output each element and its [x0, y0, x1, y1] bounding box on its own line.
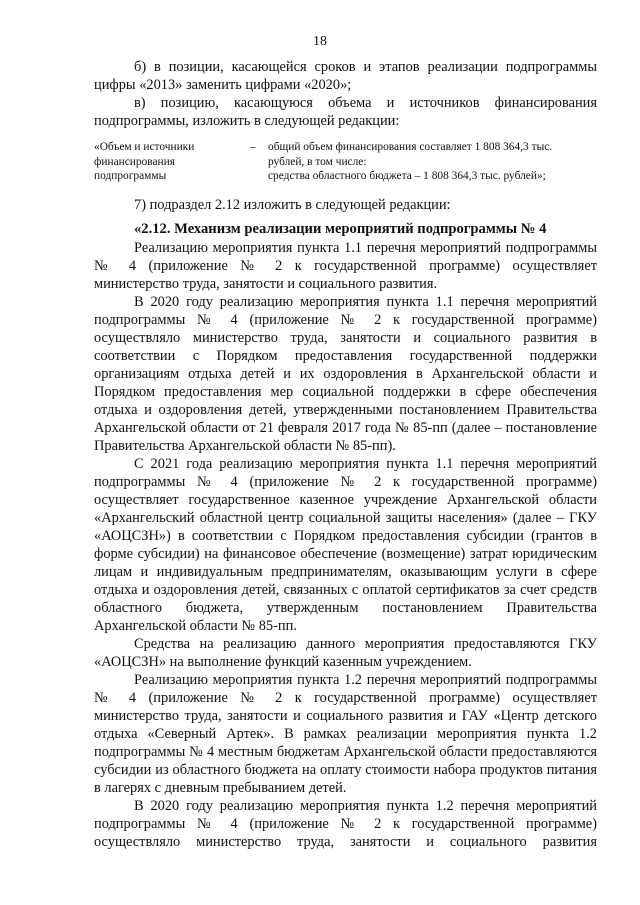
section-paragraph: В 2020 году реализацию мероприятия пункта 1.1 перечня мероприятий подпрограммы № 4 (приложение № 2 к государственной программе) осуществляло министерство труда, занятости и социального развития в соответствии с Порядком предоставления государственной поддержки организациям отдыха детей и их оздоровления в Архангельской области и Порядком предоставления мер социальной поддержки в сфере обеспечения отдыха и оздоровления детей, утвержденными постановлением Правительства Архангельской области от 21 февраля 2017 года № 85-пп (далее – постановление Правительства Архангельской области № 85-пп). [94, 293, 597, 454]
funding-label-line: подпрограммы [94, 170, 167, 182]
funding-value-line: средства областного бюджета – 1 808 364,3 тыс. рублей»; [268, 170, 546, 182]
section-heading: «2.12. Механизм реализации мероприятий подпрограммы № 4 [134, 220, 547, 237]
page-number: 18 [313, 34, 327, 49]
section-paragraph: Реализацию мероприятия пункта 1.1 перечня мероприятий подпрограммы № 4 (приложение № 2 к государственной программе) осуществляет министерство труда, занятости и социального развития. [94, 239, 597, 292]
funding-table-value [268, 140, 597, 184]
paragraph-item-v: в) позицию, касающуюся объема и источников финансирования подпрограммы, изложить в следующей редакции: [94, 95, 597, 129]
paragraph-item-b: б) в позиции, касающейся сроков и этапов реализации подпрограммы цифры «2013» заменить цифрами «2020»; [94, 59, 597, 93]
funding-table [94, 140, 597, 184]
section-paragraph: В 2020 году реализацию мероприятия пункта 1.2 перечня мероприятий подпрограммы № 4 (приложение № 2 к государственной программе) осуществляло министерство труда, занятости и социального развития [94, 797, 597, 850]
funding-table-dash: – [250, 141, 256, 153]
section-paragraph: Реализацию мероприятия пункта 1.2 перечня мероприятий подпрограммы № 4 (приложение № 2 к государственной программе) осуществляет министерство труда, занятости и социального развития и ГАУ «Центр детского отдыха «Северный Артек». В рамках реализации мероприятия пункта 1.2 подпрограммы № 4 местным бюджетам Архангельской области предоставляются субсидии из областного бюджета на оплату стоимости набора продуктов питания в лагерях с дневным пребыванием детей. [94, 671, 597, 796]
funding-value-line: рублей, в том числе: [268, 155, 367, 168]
funding-label-line: финансирования [94, 155, 175, 168]
paragraph-item-7: 7) подраздел 2.12 изложить в следующей редакции: [134, 196, 451, 213]
section-paragraph: С 2021 года реализацию мероприятия пункта 1.1 перечня мероприятий подпрограммы № 4 (приложение № 2 к государственной программе) осуществляет государственное казенное учреждение Архангельской области «Архангельский областной центр социальной защиты населения» (далее – ГКУ «АОЦСЗН») в соответствии с Порядком предоставления субсидии (грантов в форме субсидии) на финансовое обеспечение (возмещение) затрат юридическим лицам и индивидуальным предпринимателям, оказывающим услуги в сфере отдыха и оздоровления детей, связанных с оплатой сертификатов за счет средств областного бюджета, утвержденным постановлением Правительства Архангельской области № 85-пп. [94, 455, 597, 634]
funding-label-line: «Объем и источники [94, 141, 195, 153]
section-paragraph: Средства на реализацию данного мероприятия предоставляются ГКУ «АОЦСЗН» на выполнение функций казенным учреждением. [94, 635, 597, 670]
page-content [94, 58, 597, 851]
funding-table-label [94, 140, 246, 184]
funding-value-line: общий объем финансирования составляет 1 808 364,3 тыс. [268, 141, 553, 153]
